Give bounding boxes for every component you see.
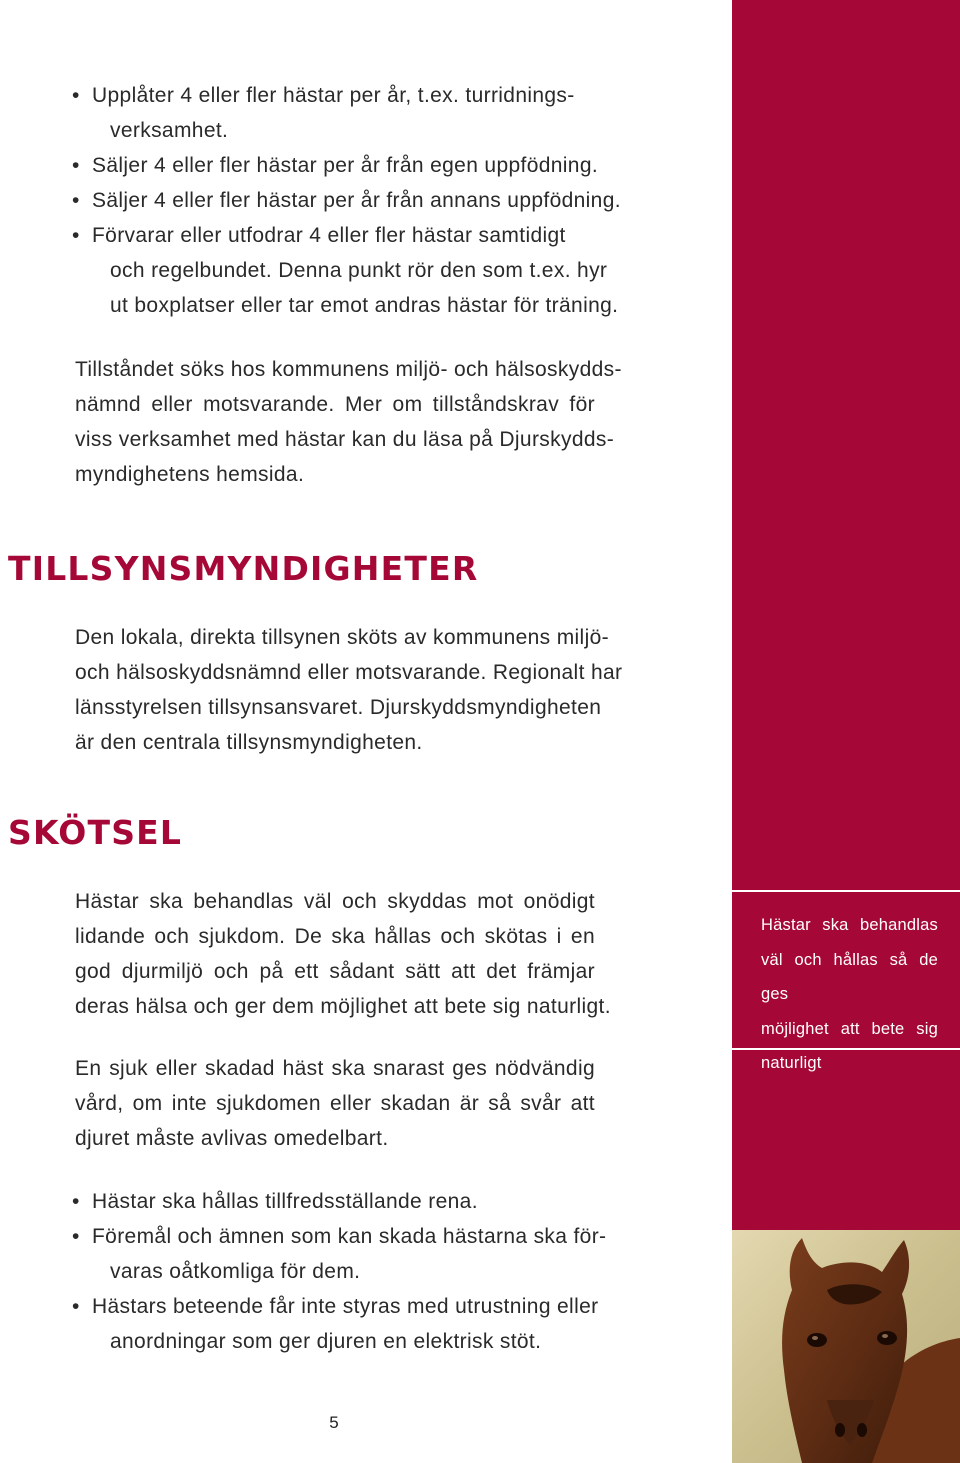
paragraph-line: lidande och sjukdom. De ska hållas och skötas i en [75, 925, 595, 948]
permit-criteria-list [72, 78, 621, 323]
list-item-line: Förvarar eller utfodrar 4 eller fler hästar samtidigt [92, 224, 566, 247]
horse-photo-icon [732, 1230, 960, 1463]
list-item-line: Säljer 4 eller fler hästar per år från egen uppfödning. [92, 154, 599, 177]
list-item-line: verksamhet. [110, 119, 229, 142]
bullet: • [72, 189, 80, 212]
sick-horse-paragraph [75, 1051, 595, 1156]
bullet: • [72, 1190, 80, 1213]
care-rules-list [72, 1184, 607, 1359]
bullet: • [72, 1295, 80, 1318]
paragraph-line: är den centrala tillsynsmyndigheten. [75, 731, 423, 754]
list-item-line: Säljer 4 eller fler hästar per år från annans uppfödning. [92, 189, 621, 212]
paragraph-line: nämnd eller motsvarande. Mer om tillståndskrav för [75, 393, 595, 416]
list-item [72, 183, 621, 218]
supervision-paragraph [75, 620, 623, 760]
bullet: • [72, 154, 80, 177]
paragraph-line: och hälsoskyddsnämnd eller motsvarande. Regionalt har [75, 661, 623, 684]
pull-quote-line: väl och hållas så de ges [761, 950, 938, 1003]
paragraph-line: länsstyrelsen tillsynsansvaret. Djurskyddsmyndigheten [75, 696, 602, 719]
section-heading-care: SKÖTSEL [8, 813, 183, 852]
list-item [72, 1184, 606, 1219]
paragraph-line: Den lokala, direkta tillsynen sköts av kommunens miljö- [75, 626, 609, 649]
list-item [72, 1289, 606, 1359]
pull-quote [732, 890, 960, 1072]
paragraph-line: god djurmiljö och på ett sådant sätt att det främjar [75, 960, 595, 983]
list-item-line: Föremål och ämnen som kan skada hästarna ska för- [92, 1225, 607, 1248]
paragraph-line: viss verksamhet med hästar kan du läsa på Djurskydds- [75, 428, 615, 451]
paragraph-line: deras hälsa och ger dem möjlighet att bete sig naturligt. [75, 995, 611, 1018]
paragraph-line: vård, om inte sjukdomen eller skadan är så svår att [75, 1092, 595, 1115]
list-item-line: Upplåter 4 eller fler hästar per år, t.ex. turridnings- [92, 84, 575, 107]
list-item [72, 218, 621, 323]
page-number: 5 [329, 1413, 339, 1432]
horse-illustration [732, 1230, 960, 1463]
care-paragraph [75, 884, 611, 1024]
pull-quote-line: Hästar ska behandlas [761, 916, 938, 934]
list-item-line: varas oåtkomliga för dem. [110, 1260, 361, 1283]
list-item [72, 1219, 607, 1289]
list-item [72, 78, 621, 148]
bullet: • [72, 224, 80, 247]
paragraph-line: En sjuk eller skadad häst ska snarast ges nödvändig [75, 1057, 595, 1080]
paragraph-line: djuret måste avlivas omedelbart. [75, 1127, 389, 1150]
paragraph-line: Tillståndet söks hos kommunens miljö- och hälsoskydds- [75, 358, 622, 381]
list-item-line: anordningar som ger djuren en elektrisk stöt. [110, 1330, 542, 1353]
bullet: • [72, 84, 80, 107]
paragraph-line: myndighetens hemsida. [75, 463, 305, 486]
list-item-line: ut boxplatser eller tar emot andras hästar för träning. [110, 294, 619, 317]
bullet: • [72, 1225, 80, 1248]
permit-paragraph [75, 352, 622, 492]
list-item-line: Hästars beteende får inte styras med utrustning eller [92, 1295, 599, 1318]
list-item [72, 148, 621, 183]
paragraph-line: Hästar ska behandlas väl och skyddas mot onödigt [75, 890, 595, 913]
section-heading-supervision: TILLSYNSMYNDIGHETER [8, 549, 479, 588]
list-item-line: Hästar ska hållas tillfredsställande rena. [92, 1190, 478, 1213]
list-item-line: och regelbundet. Denna punkt rör den som t.ex. hyr [110, 259, 608, 282]
pull-quote-line: naturligt [761, 1054, 822, 1072]
pull-quote-line: möjlighet att bete sig [761, 1019, 938, 1038]
